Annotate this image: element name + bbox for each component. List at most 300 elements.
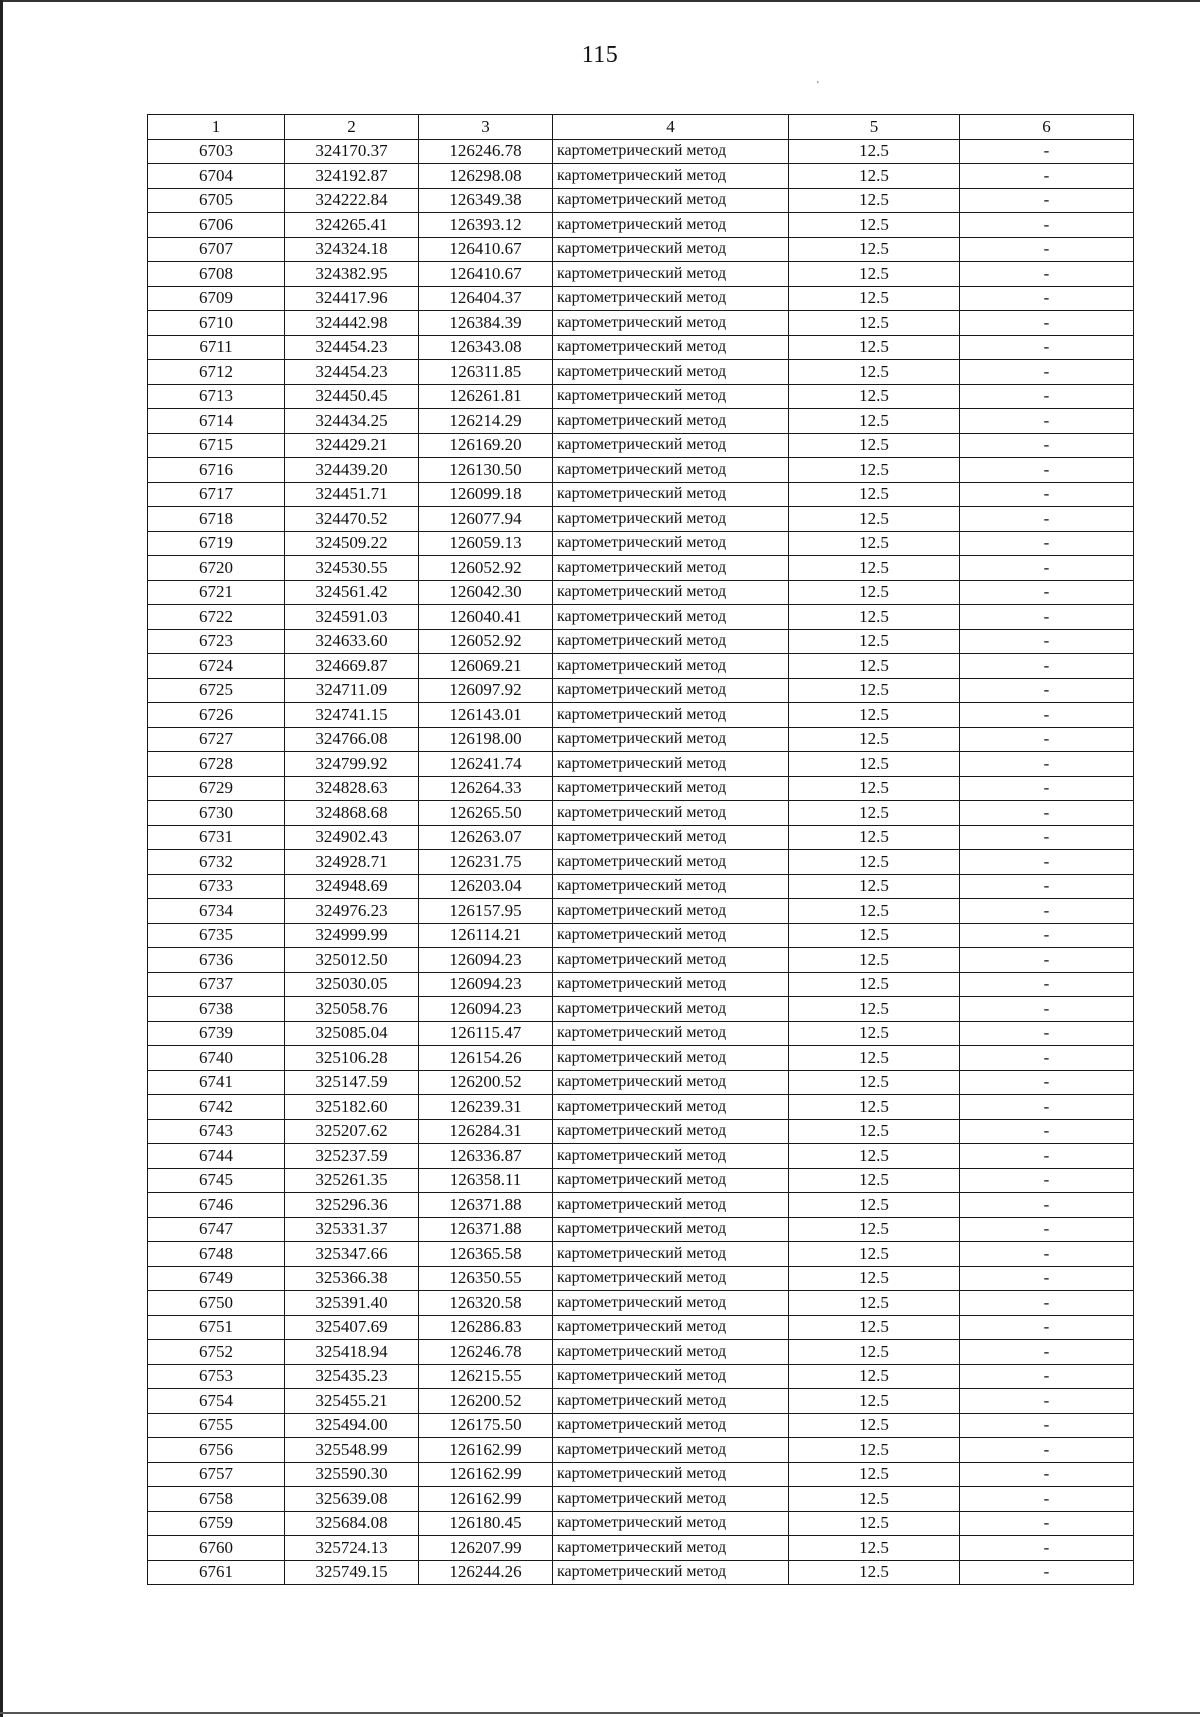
table-row <box>148 1511 1134 1536</box>
x-coordinate-cell: 325347.66 <box>285 1242 419 1267</box>
point-number-cell: 6703 <box>148 139 285 164</box>
table-body <box>148 139 1134 1585</box>
y-coordinate-cell: 126284.31 <box>419 1119 553 1144</box>
y-coordinate-cell: 126261.81 <box>419 384 553 409</box>
method-cell: картометрический метод <box>553 1193 789 1218</box>
y-coordinate-cell: 126200.52 <box>419 1070 553 1095</box>
description-cell: - <box>960 360 1134 385</box>
scan-edge-top <box>0 0 1200 2</box>
accuracy-cell: 12.5 <box>789 654 960 679</box>
table-row <box>148 850 1134 875</box>
description-cell: - <box>960 1413 1134 1438</box>
description-cell: - <box>960 1536 1134 1561</box>
scan-edge-bottom <box>0 1712 1200 1714</box>
method-cell: картометрический метод <box>553 213 789 238</box>
method-cell: картометрический метод <box>553 311 789 336</box>
description-cell: - <box>960 752 1134 777</box>
y-coordinate-cell: 126215.55 <box>419 1364 553 1389</box>
x-coordinate-cell: 325724.13 <box>285 1536 419 1561</box>
table-row <box>148 262 1134 287</box>
x-coordinate-cell: 324222.84 <box>285 188 419 213</box>
x-coordinate-cell: 325590.30 <box>285 1462 419 1487</box>
y-coordinate-cell: 126175.50 <box>419 1413 553 1438</box>
method-cell: картометрический метод <box>553 1021 789 1046</box>
column-header: 1 <box>148 115 285 140</box>
method-cell: картометрический метод <box>553 384 789 409</box>
table-row <box>148 1168 1134 1193</box>
description-cell: - <box>960 1291 1134 1316</box>
method-cell: картометрический метод <box>553 482 789 507</box>
table-row <box>148 752 1134 777</box>
table-row <box>148 531 1134 556</box>
y-coordinate-cell: 126052.92 <box>419 629 553 654</box>
x-coordinate-cell: 324669.87 <box>285 654 419 679</box>
description-cell: - <box>960 776 1134 801</box>
point-number-cell: 6709 <box>148 286 285 311</box>
table-row <box>148 972 1134 997</box>
y-coordinate-cell: 126200.52 <box>419 1389 553 1414</box>
method-cell: картометрический метод <box>553 1560 789 1585</box>
accuracy-cell: 12.5 <box>789 923 960 948</box>
point-number-cell: 6726 <box>148 703 285 728</box>
y-coordinate-cell: 126244.26 <box>419 1560 553 1585</box>
description-cell: - <box>960 654 1134 679</box>
description-cell: - <box>960 482 1134 507</box>
table-row <box>148 1095 1134 1120</box>
point-number-cell: 6734 <box>148 899 285 924</box>
accuracy-cell: 12.5 <box>789 1242 960 1267</box>
y-coordinate-cell: 126231.75 <box>419 850 553 875</box>
table-row <box>148 237 1134 262</box>
y-coordinate-cell: 126077.94 <box>419 507 553 532</box>
method-cell: картометрический метод <box>553 1364 789 1389</box>
x-coordinate-cell: 325494.00 <box>285 1413 419 1438</box>
x-coordinate-cell: 325012.50 <box>285 948 419 973</box>
table-row <box>148 1560 1134 1585</box>
accuracy-cell: 12.5 <box>789 850 960 875</box>
point-number-cell: 6748 <box>148 1242 285 1267</box>
point-number-cell: 6742 <box>148 1095 285 1120</box>
table-row <box>148 1438 1134 1463</box>
y-coordinate-cell: 126349.38 <box>419 188 553 213</box>
x-coordinate-cell: 324530.55 <box>285 556 419 581</box>
method-cell: картометрический метод <box>553 335 789 360</box>
method-cell: картометрический метод <box>553 752 789 777</box>
y-coordinate-cell: 126154.26 <box>419 1046 553 1071</box>
point-number-cell: 6759 <box>148 1511 285 1536</box>
accuracy-cell: 12.5 <box>789 1168 960 1193</box>
point-number-cell: 6761 <box>148 1560 285 1585</box>
description-cell: - <box>960 433 1134 458</box>
y-coordinate-cell: 126239.31 <box>419 1095 553 1120</box>
x-coordinate-cell: 325391.40 <box>285 1291 419 1316</box>
method-cell: картометрический метод <box>553 850 789 875</box>
description-cell: - <box>960 237 1134 262</box>
y-coordinate-cell: 126059.13 <box>419 531 553 556</box>
point-number-cell: 6737 <box>148 972 285 997</box>
description-cell: - <box>960 1217 1134 1242</box>
accuracy-cell: 12.5 <box>789 1511 960 1536</box>
description-cell: - <box>960 1462 1134 1487</box>
y-coordinate-cell: 126371.88 <box>419 1193 553 1218</box>
accuracy-cell: 12.5 <box>789 1364 960 1389</box>
accuracy-cell: 12.5 <box>789 1046 960 1071</box>
accuracy-cell: 12.5 <box>789 458 960 483</box>
y-coordinate-cell: 126094.23 <box>419 948 553 973</box>
method-cell: картометрический метод <box>553 580 789 605</box>
table-row <box>148 213 1134 238</box>
table-row <box>148 605 1134 630</box>
description-cell: - <box>960 384 1134 409</box>
accuracy-cell: 12.5 <box>789 776 960 801</box>
table-header-row <box>148 115 1134 140</box>
x-coordinate-cell: 324948.69 <box>285 874 419 899</box>
accuracy-cell: 12.5 <box>789 727 960 752</box>
x-coordinate-cell: 324439.20 <box>285 458 419 483</box>
point-number-cell: 6714 <box>148 409 285 434</box>
accuracy-cell: 12.5 <box>789 678 960 703</box>
accuracy-cell: 12.5 <box>789 1217 960 1242</box>
x-coordinate-cell: 324450.45 <box>285 384 419 409</box>
y-coordinate-cell: 126162.99 <box>419 1487 553 1512</box>
description-cell: - <box>960 1046 1134 1071</box>
description-cell: - <box>960 262 1134 287</box>
y-coordinate-cell: 126099.18 <box>419 482 553 507</box>
method-cell: картометрический метод <box>553 139 789 164</box>
accuracy-cell: 12.5 <box>789 874 960 899</box>
point-number-cell: 6710 <box>148 311 285 336</box>
x-coordinate-cell: 325207.62 <box>285 1119 419 1144</box>
point-number-cell: 6735 <box>148 923 285 948</box>
description-cell: - <box>960 1070 1134 1095</box>
table-row <box>148 482 1134 507</box>
method-cell: картометрический метод <box>553 1291 789 1316</box>
description-cell: - <box>960 605 1134 630</box>
accuracy-cell: 12.5 <box>789 948 960 973</box>
point-number-cell: 6758 <box>148 1487 285 1512</box>
point-number-cell: 6739 <box>148 1021 285 1046</box>
x-coordinate-cell: 325548.99 <box>285 1438 419 1463</box>
x-coordinate-cell: 324192.87 <box>285 164 419 189</box>
description-cell: - <box>960 923 1134 948</box>
description-cell: - <box>960 1389 1134 1414</box>
method-cell: картометрический метод <box>553 801 789 826</box>
x-coordinate-cell: 325296.36 <box>285 1193 419 1218</box>
accuracy-cell: 12.5 <box>789 286 960 311</box>
method-cell: картометрический метод <box>553 1119 789 1144</box>
accuracy-cell: 12.5 <box>789 556 960 581</box>
table-row <box>148 703 1134 728</box>
table-row <box>148 507 1134 532</box>
method-cell: картометрический метод <box>553 1217 789 1242</box>
accuracy-cell: 12.5 <box>789 1438 960 1463</box>
column-header: 2 <box>285 115 419 140</box>
accuracy-cell: 12.5 <box>789 384 960 409</box>
x-coordinate-cell: 325182.60 <box>285 1095 419 1120</box>
x-coordinate-cell: 324999.99 <box>285 923 419 948</box>
accuracy-cell: 12.5 <box>789 1340 960 1365</box>
x-coordinate-cell: 324324.18 <box>285 237 419 262</box>
accuracy-cell: 12.5 <box>789 1487 960 1512</box>
x-coordinate-cell: 325639.08 <box>285 1487 419 1512</box>
x-coordinate-cell: 324451.71 <box>285 482 419 507</box>
description-cell: - <box>960 899 1134 924</box>
method-cell: картометрический метод <box>553 409 789 434</box>
table-row <box>148 1144 1134 1169</box>
accuracy-cell: 12.5 <box>789 433 960 458</box>
y-coordinate-cell: 126130.50 <box>419 458 553 483</box>
method-cell: картометрический метод <box>553 874 789 899</box>
method-cell: картометрический метод <box>553 360 789 385</box>
point-number-cell: 6738 <box>148 997 285 1022</box>
point-number-cell: 6711 <box>148 335 285 360</box>
method-cell: картометрический метод <box>553 507 789 532</box>
description-cell: - <box>960 188 1134 213</box>
point-number-cell: 6744 <box>148 1144 285 1169</box>
description-cell: - <box>960 997 1134 1022</box>
x-coordinate-cell: 325418.94 <box>285 1340 419 1365</box>
description-cell: - <box>960 1095 1134 1120</box>
x-coordinate-cell: 324868.68 <box>285 801 419 826</box>
point-number-cell: 6707 <box>148 237 285 262</box>
table-row <box>148 874 1134 899</box>
y-coordinate-cell: 126298.08 <box>419 164 553 189</box>
description-cell: - <box>960 311 1134 336</box>
point-number-cell: 6704 <box>148 164 285 189</box>
method-cell: картометрический метод <box>553 629 789 654</box>
accuracy-cell: 12.5 <box>789 188 960 213</box>
method-cell: картометрический метод <box>553 286 789 311</box>
point-number-cell: 6743 <box>148 1119 285 1144</box>
table-row <box>148 384 1134 409</box>
x-coordinate-cell: 324382.95 <box>285 262 419 287</box>
description-cell: - <box>960 678 1134 703</box>
method-cell: картометрический метод <box>553 1413 789 1438</box>
accuracy-cell: 12.5 <box>789 580 960 605</box>
table-row <box>148 580 1134 605</box>
method-cell: картометрический метод <box>553 164 789 189</box>
x-coordinate-cell: 324509.22 <box>285 531 419 556</box>
accuracy-cell: 12.5 <box>789 703 960 728</box>
accuracy-cell: 12.5 <box>789 1291 960 1316</box>
table-row <box>148 825 1134 850</box>
accuracy-cell: 12.5 <box>789 335 960 360</box>
table-row <box>148 1266 1134 1291</box>
accuracy-cell: 12.5 <box>789 139 960 164</box>
accuracy-cell: 12.5 <box>789 1021 960 1046</box>
method-cell: картометрический метод <box>553 972 789 997</box>
y-coordinate-cell: 126365.58 <box>419 1242 553 1267</box>
method-cell: картометрический метод <box>553 1511 789 1536</box>
point-number-cell: 6712 <box>148 360 285 385</box>
method-cell: картометрический метод <box>553 825 789 850</box>
method-cell: картометрический метод <box>553 1242 789 1267</box>
accuracy-cell: 12.5 <box>789 825 960 850</box>
point-number-cell: 6721 <box>148 580 285 605</box>
point-number-cell: 6719 <box>148 531 285 556</box>
x-coordinate-cell: 325435.23 <box>285 1364 419 1389</box>
description-cell: - <box>960 164 1134 189</box>
y-coordinate-cell: 126404.37 <box>419 286 553 311</box>
point-number-cell: 6720 <box>148 556 285 581</box>
method-cell: картометрический метод <box>553 1438 789 1463</box>
accuracy-cell: 12.5 <box>789 1389 960 1414</box>
accuracy-cell: 12.5 <box>789 752 960 777</box>
table-row <box>148 286 1134 311</box>
table-row <box>148 335 1134 360</box>
point-number-cell: 6741 <box>148 1070 285 1095</box>
y-coordinate-cell: 126162.99 <box>419 1462 553 1487</box>
column-header: 6 <box>960 115 1134 140</box>
point-number-cell: 6740 <box>148 1046 285 1071</box>
description-cell: - <box>960 458 1134 483</box>
table-row <box>148 1364 1134 1389</box>
x-coordinate-cell: 325237.59 <box>285 1144 419 1169</box>
y-coordinate-cell: 126169.20 <box>419 433 553 458</box>
description-cell: - <box>960 580 1134 605</box>
column-header: 4 <box>553 115 789 140</box>
description-cell: - <box>960 972 1134 997</box>
accuracy-cell: 12.5 <box>789 237 960 262</box>
y-coordinate-cell: 126198.00 <box>419 727 553 752</box>
point-number-cell: 6736 <box>148 948 285 973</box>
table-row <box>148 923 1134 948</box>
accuracy-cell: 12.5 <box>789 1266 960 1291</box>
point-number-cell: 6756 <box>148 1438 285 1463</box>
table-row <box>148 1291 1134 1316</box>
description-cell: - <box>960 1340 1134 1365</box>
point-number-cell: 6751 <box>148 1315 285 1340</box>
table-row <box>148 311 1134 336</box>
table-row <box>148 139 1134 164</box>
table-row <box>148 776 1134 801</box>
description-cell: - <box>960 531 1134 556</box>
method-cell: картометрический метод <box>553 531 789 556</box>
y-coordinate-cell: 126246.78 <box>419 139 553 164</box>
table-row <box>148 997 1134 1022</box>
x-coordinate-cell: 324828.63 <box>285 776 419 801</box>
method-cell: картометрический метод <box>553 923 789 948</box>
table-row <box>148 1217 1134 1242</box>
accuracy-cell: 12.5 <box>789 1462 960 1487</box>
table-row <box>148 1119 1134 1144</box>
x-coordinate-cell: 325030.05 <box>285 972 419 997</box>
point-number-cell: 6723 <box>148 629 285 654</box>
y-coordinate-cell: 126052.92 <box>419 556 553 581</box>
point-number-cell: 6733 <box>148 874 285 899</box>
y-coordinate-cell: 126320.58 <box>419 1291 553 1316</box>
x-coordinate-cell: 324265.41 <box>285 213 419 238</box>
y-coordinate-cell: 126162.99 <box>419 1438 553 1463</box>
y-coordinate-cell: 126371.88 <box>419 1217 553 1242</box>
point-number-cell: 6750 <box>148 1291 285 1316</box>
description-cell: - <box>960 556 1134 581</box>
y-coordinate-cell: 126143.01 <box>419 703 553 728</box>
y-coordinate-cell: 126336.87 <box>419 1144 553 1169</box>
point-number-cell: 6722 <box>148 605 285 630</box>
x-coordinate-cell: 324429.21 <box>285 433 419 458</box>
accuracy-cell: 12.5 <box>789 531 960 556</box>
accuracy-cell: 12.5 <box>789 1119 960 1144</box>
description-cell: - <box>960 1119 1134 1144</box>
table-row <box>148 1487 1134 1512</box>
accuracy-cell: 12.5 <box>789 605 960 630</box>
point-number-cell: 6729 <box>148 776 285 801</box>
table-row <box>148 654 1134 679</box>
accuracy-cell: 12.5 <box>789 972 960 997</box>
point-number-cell: 6732 <box>148 850 285 875</box>
y-coordinate-cell: 126207.99 <box>419 1536 553 1561</box>
x-coordinate-cell: 325407.69 <box>285 1315 419 1340</box>
y-coordinate-cell: 126115.47 <box>419 1021 553 1046</box>
method-cell: картометрический метод <box>553 556 789 581</box>
accuracy-cell: 12.5 <box>789 409 960 434</box>
method-cell: картометрический метод <box>553 1389 789 1414</box>
point-number-cell: 6706 <box>148 213 285 238</box>
x-coordinate-cell: 324434.25 <box>285 409 419 434</box>
accuracy-cell: 12.5 <box>789 1560 960 1585</box>
x-coordinate-cell: 324766.08 <box>285 727 419 752</box>
y-coordinate-cell: 126094.23 <box>419 972 553 997</box>
point-number-cell: 6755 <box>148 1413 285 1438</box>
x-coordinate-cell: 325058.76 <box>285 997 419 1022</box>
point-number-cell: 6760 <box>148 1536 285 1561</box>
point-number-cell: 6716 <box>148 458 285 483</box>
description-cell: - <box>960 948 1134 973</box>
description-cell: - <box>960 1144 1134 1169</box>
method-cell: картометрический метод <box>553 1340 789 1365</box>
method-cell: картометрический метод <box>553 1168 789 1193</box>
method-cell: картометрический метод <box>553 1095 789 1120</box>
description-cell: - <box>960 1487 1134 1512</box>
point-number-cell: 6745 <box>148 1168 285 1193</box>
point-number-cell: 6752 <box>148 1340 285 1365</box>
description-cell: - <box>960 703 1134 728</box>
column-header: 3 <box>419 115 553 140</box>
table-row <box>148 556 1134 581</box>
description-cell: - <box>960 139 1134 164</box>
table-row <box>148 1389 1134 1414</box>
point-number-cell: 6746 <box>148 1193 285 1218</box>
description-cell: - <box>960 1266 1134 1291</box>
accuracy-cell: 12.5 <box>789 1070 960 1095</box>
accuracy-cell: 12.5 <box>789 164 960 189</box>
method-cell: картометрический метод <box>553 1536 789 1561</box>
accuracy-cell: 12.5 <box>789 1536 960 1561</box>
table-row <box>148 948 1134 973</box>
method-cell: картометрический метод <box>553 703 789 728</box>
x-coordinate-cell: 324170.37 <box>285 139 419 164</box>
point-number-cell: 6708 <box>148 262 285 287</box>
point-number-cell: 6725 <box>148 678 285 703</box>
x-coordinate-cell: 324442.98 <box>285 311 419 336</box>
accuracy-cell: 12.5 <box>789 1315 960 1340</box>
x-coordinate-cell: 325366.38 <box>285 1266 419 1291</box>
y-coordinate-cell: 126094.23 <box>419 997 553 1022</box>
y-coordinate-cell: 126265.50 <box>419 801 553 826</box>
x-coordinate-cell: 324976.23 <box>285 899 419 924</box>
y-coordinate-cell: 126384.39 <box>419 311 553 336</box>
description-cell: - <box>960 1560 1134 1585</box>
y-coordinate-cell: 126246.78 <box>419 1340 553 1365</box>
table-row <box>148 678 1134 703</box>
x-coordinate-cell: 325085.04 <box>285 1021 419 1046</box>
method-cell: картометрический метод <box>553 1315 789 1340</box>
table-row <box>148 1413 1134 1438</box>
scan-edge-left <box>0 0 3 1717</box>
table-row <box>148 433 1134 458</box>
method-cell: картометрический метод <box>553 262 789 287</box>
